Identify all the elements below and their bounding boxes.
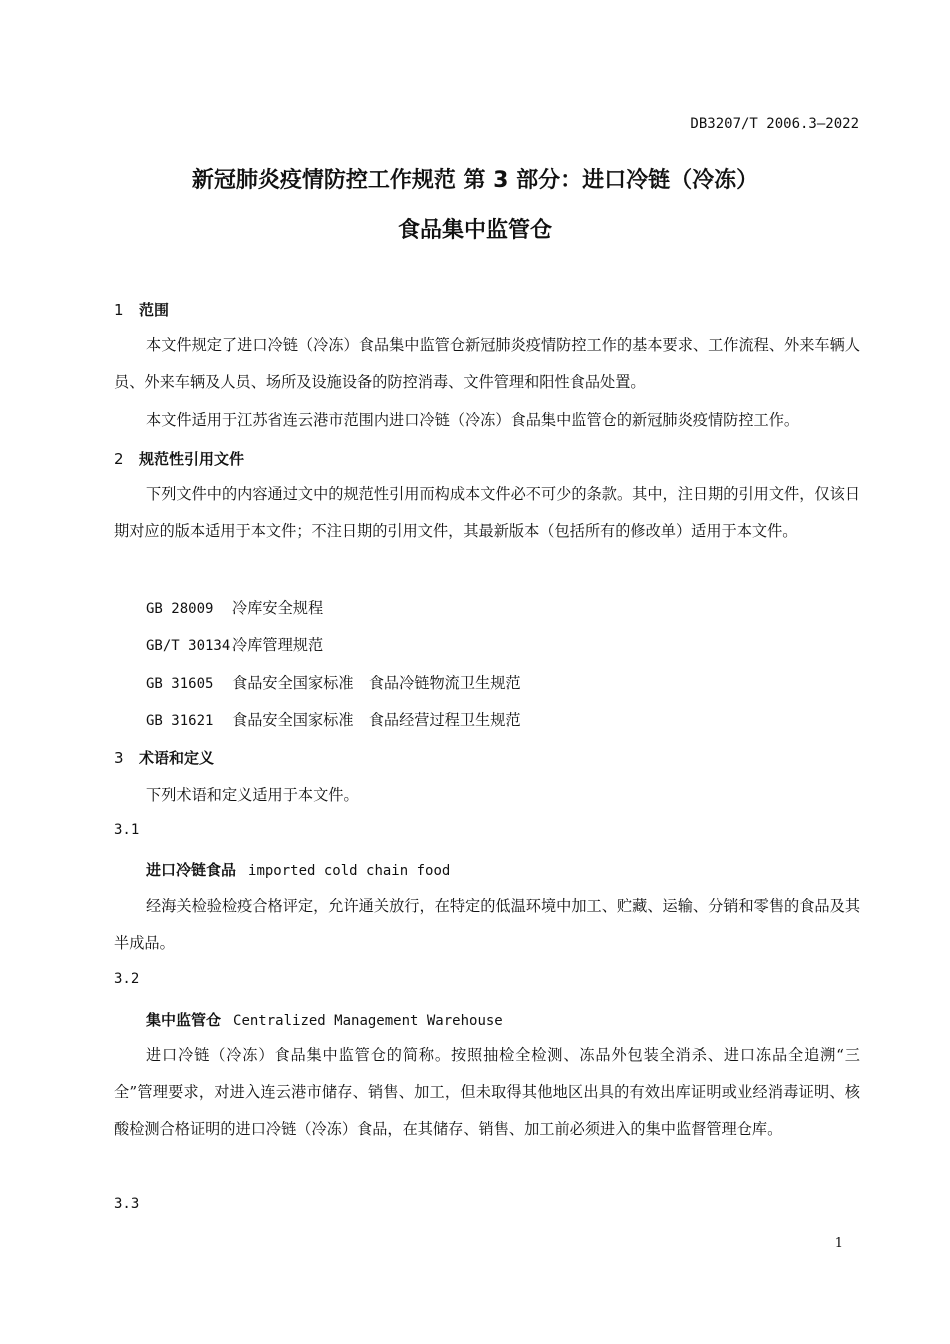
- reference-code: GB 28009: [146, 601, 214, 617]
- term-english: Centralized Management Warehouse: [233, 1013, 503, 1029]
- section-title: 术语和定义: [139, 749, 215, 767]
- reference-item: [146, 709, 521, 730]
- section-number: 1: [114, 301, 124, 319]
- section-number: 3: [114, 749, 124, 767]
- reference-code: GB/T 30134: [146, 638, 231, 654]
- term-definition: 经海关检验检疫合格评定，允许通关放行，在特定的低温环境中加工、贮藏、运输、分销和零售的食品及其半成品。: [114, 897, 860, 952]
- clause-number: 3.3: [114, 1196, 140, 1212]
- reference-title: 食品安全国家标准 食品经营过程卫生规范: [232, 711, 521, 729]
- term-chinese: 集中监管仓: [146, 1011, 222, 1029]
- section-1-heading: [114, 299, 169, 320]
- document-title-line1: 新冠肺炎疫情防控工作规范 第 3 部分：进口冷链（冷冻）: [191, 168, 759, 193]
- section-title: 规范性引用文件: [139, 450, 245, 468]
- term-chinese: 进口冷链食品: [146, 861, 237, 879]
- section-3-heading: [114, 747, 214, 768]
- section-1-paragraph-1: 本文件规定了进口冷链（冷冻）食品集中监管仓新冠肺炎疫情防控工作的基本要求、工作流程、外来车辆人员、外来车辆及人员、场所及设施设备的防控消毒、文件管理和阳性食品处置。: [114, 336, 860, 391]
- section-1-paragraph-2: 本文件适用于江苏省连云港市范围内进口冷链（冷冻）食品集中监管仓的新冠肺炎疫情防控工作。: [146, 411, 800, 429]
- reference-code: GB 31605: [146, 676, 214, 692]
- term-entry: [146, 1009, 503, 1030]
- reference-item: [146, 672, 521, 693]
- document-title-line2: 食品集中监管仓: [397, 218, 552, 243]
- section-3-intro: 下列术语和定义适用于本文件。: [146, 786, 359, 804]
- reference-code: GB 31621: [146, 713, 214, 729]
- reference-item: [146, 634, 323, 655]
- section-2-paragraph-1: 下列文件中的内容通过文中的规范性引用而构成本文件必不可少的条款。其中，注日期的引用文件，仅该日期对应的版本适用于本文件；不注日期的引用文件，其最新版本（包括所有的修改单）适用于本文件。: [114, 485, 860, 540]
- clause-number: 3.2: [114, 971, 140, 987]
- section-2-heading: [114, 448, 244, 469]
- term-entry: [146, 859, 450, 880]
- reference-title: 冷库安全规程: [232, 599, 324, 617]
- section-number: 2: [114, 450, 124, 468]
- reference-title: 冷库管理规范: [232, 636, 324, 654]
- term-definition: 进口冷链（冷冻）食品集中监管仓的简称。按照抽检全检测、冻品外包装全消杀、进口冻品全追溯“三全”管理要求，对进入连云港市储存、销售、加工，但未取得其他地区出具的有效出库证明或业经消毒证明、核酸检测合格证明的进口冷链（冷冻）食品，在其储存、销售、加工前必须进入的集中监督管理仓库。: [114, 1046, 860, 1138]
- term-english: imported cold chain food: [248, 863, 451, 879]
- section-title: 范围: [139, 301, 170, 319]
- reference-item: [146, 597, 323, 618]
- clause-number: 3.1: [114, 822, 140, 838]
- reference-title: 食品安全国家标准 食品冷链物流卫生规范: [232, 674, 521, 692]
- page-number: 1: [834, 1236, 843, 1251]
- standard-number: DB3207/T 2006.3—2022: [690, 116, 859, 132]
